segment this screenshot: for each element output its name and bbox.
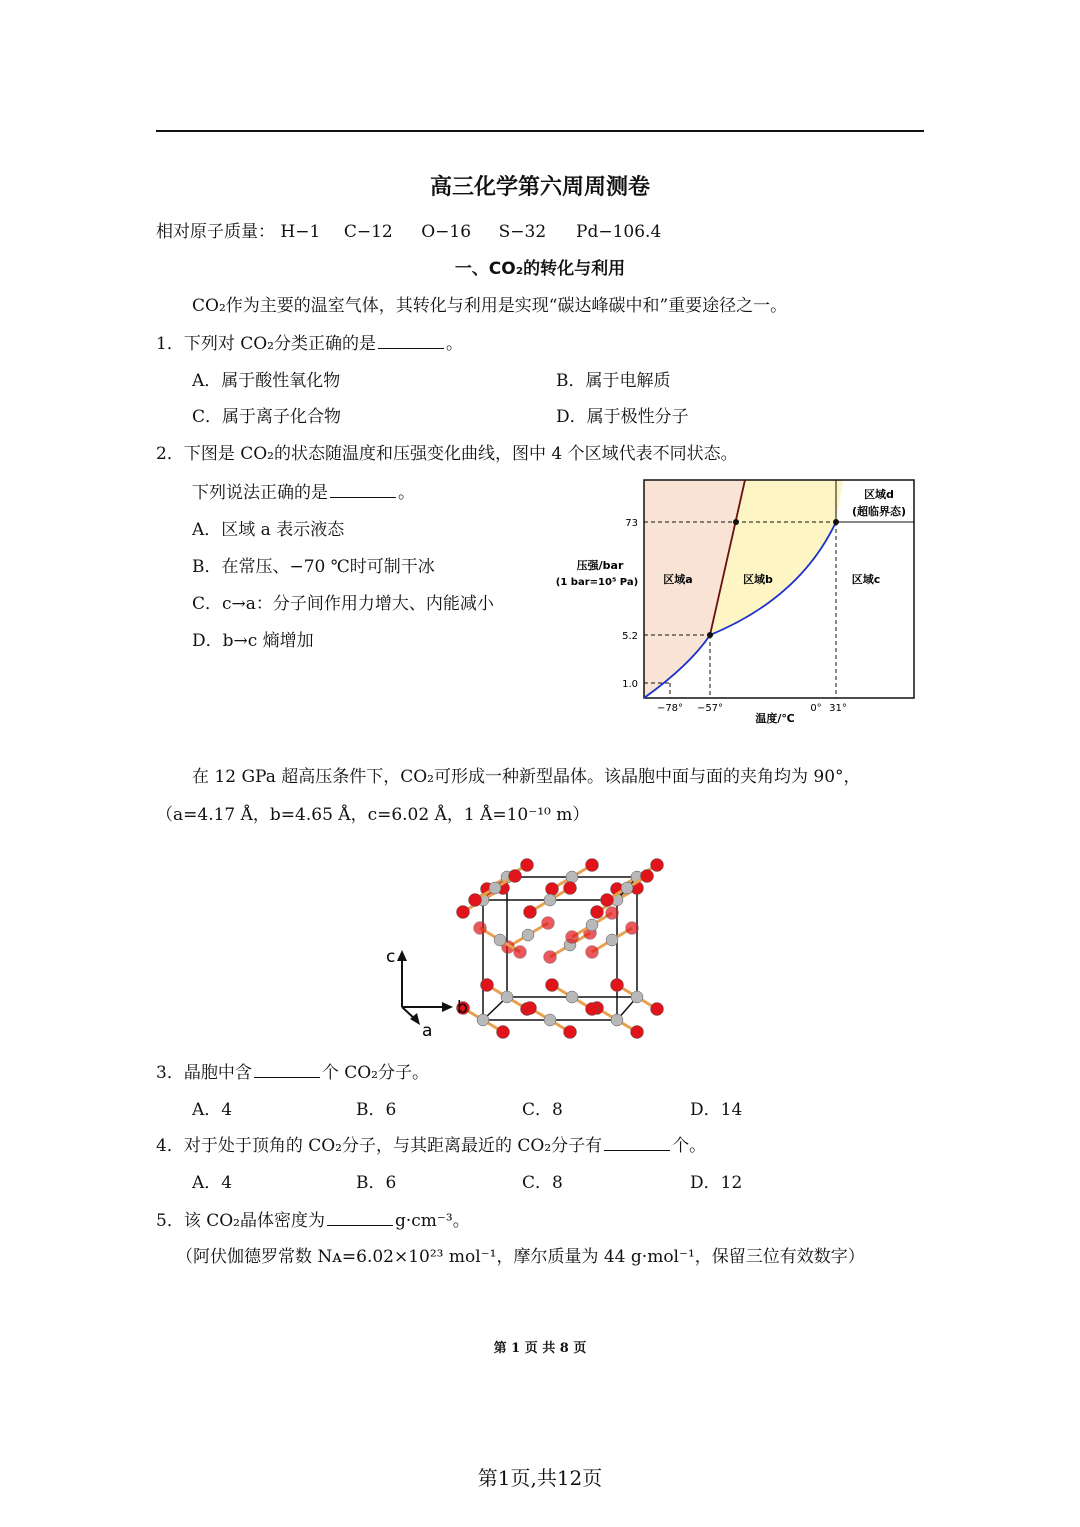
q3-answer-blank[interactable] <box>254 1063 320 1078</box>
x-tick-m57: −57° <box>696 703 724 714</box>
co2-molecule <box>502 917 555 954</box>
carbon-atom <box>544 894 556 906</box>
q1-stem-text: 1．下列对 CO₂分类正确的是 <box>156 334 376 354</box>
region-a-label: 区域a <box>663 573 693 586</box>
oxygen-atom <box>651 859 664 872</box>
q4-stem-text: 4．对于处于顶角的 CO₂分子，与其距离最近的 CO₂分子有 <box>156 1136 603 1156</box>
y-axis-label: 压强/bar <box>576 559 624 572</box>
oxygen-atom <box>606 907 619 920</box>
atomic-mass-s: S−32 <box>498 222 547 242</box>
carbon-atom <box>621 882 633 894</box>
oxygen-atom <box>457 906 470 919</box>
triple-point <box>707 632 713 638</box>
carbon-atom <box>477 1014 489 1026</box>
q4-option-b[interactable]: B．6 <box>356 1173 397 1193</box>
carbon-atom <box>494 934 506 946</box>
atomic-mass-c: C−12 <box>343 222 393 242</box>
oxygen-atom <box>626 922 639 935</box>
q1-option-c[interactable]: C．属于离子化合物 <box>192 407 342 427</box>
oxygen-atom <box>611 979 624 992</box>
q2-option-a[interactable]: A．区域 a 表示液态 <box>192 520 345 540</box>
co2-molecules <box>457 859 664 1039</box>
carbon-atom <box>611 1014 623 1026</box>
q2-sub-text: 下列说法正确的是 <box>192 483 328 503</box>
carbon-atom <box>606 934 618 946</box>
q4-answer-blank[interactable] <box>604 1136 670 1151</box>
q3-stem-end: 个 CO₂分子。 <box>321 1063 429 1083</box>
x-tick-0: 0° <box>810 703 822 714</box>
q2-sub-end: 。 <box>398 483 415 503</box>
q2-option-b[interactable]: B．在常压、−70 ℃时可制干冰 <box>192 557 435 577</box>
region-b-label: 区域b <box>743 573 773 586</box>
crystal-line-1: 在 12 GPa 超高压条件下，CO₂可形成一种新型晶体。该晶胞中面与面的夹角均为 90°， <box>192 767 861 787</box>
section-intro: CO₂作为主要的温室气体，其转化与利用是实现“碳达峰碳中和”重要途径之一。 <box>192 296 788 316</box>
y-tick-52: 5.2 <box>622 631 638 642</box>
axis-indicator <box>397 950 453 1025</box>
q1-option-d[interactable]: D．属于极性分子 <box>556 407 689 427</box>
oxygen-atom <box>481 979 494 992</box>
q4-option-a[interactable]: A．4 <box>192 1173 233 1193</box>
co2-molecule <box>469 870 522 907</box>
carbon-atom <box>544 1014 556 1026</box>
q1-option-a[interactable]: A．属于酸性氧化物 <box>192 371 341 391</box>
y-axis-unit: (1 bar=10⁵ Pa) <box>555 577 639 588</box>
q1-stem <box>156 329 463 354</box>
y-tick-73: 73 <box>625 518 638 529</box>
oxygen-atom <box>469 894 482 907</box>
x-axis-label: 温度/℃ <box>755 712 795 725</box>
oxygen-atom <box>474 922 487 935</box>
carbon-atom <box>489 882 501 894</box>
q3-option-a[interactable]: A．4 <box>192 1100 233 1120</box>
carbon-atom <box>586 919 598 931</box>
q2-option-d[interactable]: D．b→c 熵增加 <box>192 631 314 651</box>
oxygen-atom <box>641 870 654 883</box>
q5-stem <box>156 1206 470 1231</box>
q2-stem: 2．下图是 CO₂的状态随温度和压强变化曲线，图中 4 个区域代表不同状态。 <box>156 444 738 464</box>
y-tick-10: 1.0 <box>622 679 638 690</box>
region-d-sublabel: (超临界态) <box>851 505 907 518</box>
carbon-atom <box>631 991 643 1003</box>
oxygen-atom <box>586 946 599 959</box>
oxygen-atom <box>591 906 604 919</box>
axis-a-label: a <box>422 1021 433 1041</box>
x-tick-31: 31° <box>829 703 847 714</box>
q5-stem-end: g·cm⁻³。 <box>394 1211 470 1231</box>
atomic-mass-line <box>156 217 661 242</box>
oxygen-atom <box>566 931 579 944</box>
oxygen-atom <box>601 894 614 907</box>
crystal-structure-diagram <box>380 840 710 1045</box>
q3-option-d[interactable]: D．14 <box>690 1100 743 1120</box>
phase-diagram <box>540 470 930 730</box>
atomic-mass-h: H−1 <box>280 222 321 242</box>
crystal-line-2: （a=4.17 Å，b=4.65 Å，c=6.02 Å，1 Å=10⁻¹⁰ m） <box>156 805 590 825</box>
q4-stem <box>156 1131 706 1156</box>
q2-sub-stem <box>192 478 415 503</box>
q1-option-b[interactable]: B．属于电解质 <box>556 371 671 391</box>
section-title: 一、CO₂的转化与利用 <box>454 259 626 279</box>
q2-answer-blank[interactable] <box>330 483 396 498</box>
oxygen-atom <box>542 917 555 930</box>
oxygen-atom <box>544 951 557 964</box>
carbon-atom <box>522 929 534 941</box>
q5-answer-blank[interactable] <box>327 1211 393 1226</box>
atomic-mass-o: O−16 <box>421 222 472 242</box>
critical-point <box>833 519 839 525</box>
co2-molecule <box>601 870 654 907</box>
oxygen-atom <box>521 859 534 872</box>
oxygen-atom <box>564 882 577 895</box>
inner-page-number: 第 1 页 共 8 页 <box>493 1341 587 1356</box>
region-d-label: 区域d <box>864 488 894 501</box>
oxygen-atom <box>651 1003 664 1016</box>
atomic-mass-pd: Pd−106.4 <box>576 222 662 242</box>
q1-stem-end: 。 <box>445 334 463 354</box>
page-title: 高三化学第六周周测卷 <box>429 175 650 200</box>
oxygen-atom <box>586 1003 599 1016</box>
q1-answer-blank[interactable] <box>378 334 444 349</box>
q3-option-b[interactable]: B．6 <box>356 1100 397 1120</box>
outer-page-number: 第1页,共12页 <box>477 1466 603 1490</box>
x-tick-m78: −78° <box>656 703 684 714</box>
oxygen-atom <box>546 883 559 896</box>
oxygen-atom <box>514 946 527 959</box>
oxygen-atom <box>509 870 522 883</box>
q4-option-d[interactable]: D．12 <box>690 1173 743 1193</box>
oxygen-atom <box>524 906 537 919</box>
carbon-atom <box>501 991 513 1003</box>
carbon-atom <box>566 991 578 1003</box>
oxygen-atom <box>586 859 599 872</box>
oxygen-atom <box>631 1026 644 1039</box>
atomic-mass-label: 相对原子质量： <box>156 222 275 242</box>
q5-stem-text: 5．该 CO₂晶体密度为 <box>156 1211 325 1231</box>
q4-stem-end: 个。 <box>672 1136 707 1156</box>
q3-option-c[interactable]: C．8 <box>522 1100 563 1120</box>
oxygen-atom <box>546 979 559 992</box>
q5-note: （阿伏伽德罗常数 Nᴀ=6.02×10²³ mol⁻¹，摩尔质量为 44 g·mol⁻¹，保留三位有效数字） <box>176 1247 865 1267</box>
q3-stem-text: 3．晶胞中含 <box>156 1063 252 1083</box>
oxygen-atom <box>524 1002 537 1015</box>
oxygen-atom <box>564 1026 577 1039</box>
q3-stem <box>156 1058 429 1083</box>
carbon-atom <box>566 871 578 883</box>
axis-c-label: c <box>386 947 396 967</box>
axis-b-label: b <box>457 998 468 1018</box>
region-c-label: 区域c <box>851 573 881 586</box>
melting-73-point <box>733 519 739 525</box>
oxygen-atom <box>497 1026 510 1039</box>
top-rule <box>156 130 924 132</box>
q4-option-c[interactable]: C．8 <box>522 1173 563 1193</box>
q2-option-c[interactable]: C．c→a：分子间作用力增大、内能减小 <box>192 594 494 614</box>
